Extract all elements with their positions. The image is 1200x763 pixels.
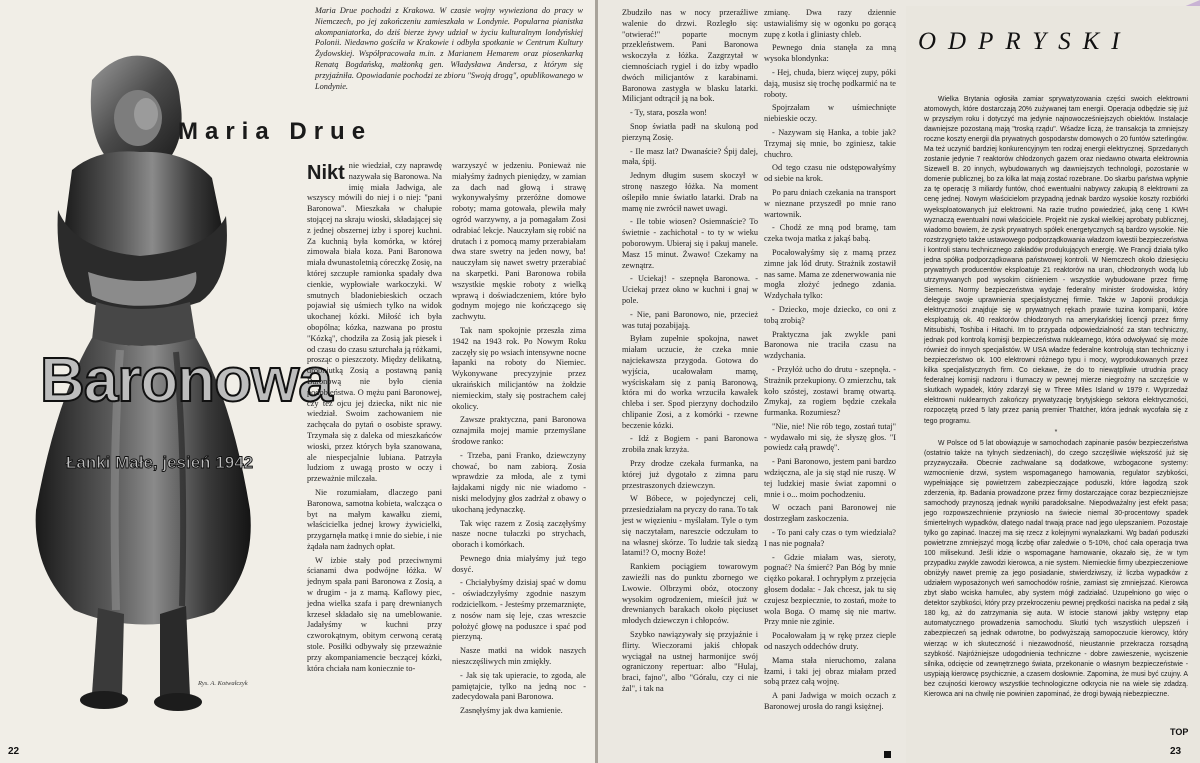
- page-number-right: 23: [1170, 746, 1182, 757]
- paragraph: - Trzeba, pani Franko, dziewczyny chować, bo nam zabiorą. Zosia wprawdzie za młoda, ale z tymi łajdakami nigdy nic nie wiadomo - niski melodyjny głos zadrżał z obawy o ukochaną jedynaczkę.: [452, 450, 586, 514]
- paragraph: - Chciałybyśmy dzisiaj spać w domu - oświadczyłyśmy zgodnie naszym rodzicielkom. - Jesteśmy przemarznięte, z nosów nam się leje, czas wreszcie położyć głowę na poduszce i spać pod pierzyną.: [452, 578, 586, 642]
- paragraph: - Uciekaj! - szepnęła Baronowa. - Uciekaj przez okno w kuchni i gnaj w pole.: [622, 274, 758, 305]
- section-separator-star: *: [1054, 428, 1058, 436]
- paragraph: Pewnego dnia stanęła za mną wysoka blondynka:: [764, 43, 896, 64]
- right-page: [598, 0, 1200, 763]
- story-end-mark: [884, 751, 891, 758]
- paragraph: Tak nam spokojnie przeszła zima 1942 na 1943 rok. Po Nowym Roku zaczęły się po wsiach intensywne nocne łapanki na roboty do Niemiec. Wykonywane precyzyjnie przez ukraińskich milicjantów na żołdzie niemieckim, stały się postrachem całej okolicy.: [452, 325, 586, 411]
- paragraph: Nasze matki na widok naszych nieszczęśliwych min zmiękły.: [452, 646, 586, 667]
- paragraph: - Idź z Bogiem - pani Baronowa zrobiła znak krzyża.: [622, 434, 758, 455]
- paragraph-text: nie wiedział, czy naprawdę nazywała się Baronowa. Na imię miała Jadwiga, ale wszyscy mówili do niej i o niej: "pani Baronowa". Mieszkała w chałupie stojącej na skraju wioski, składającej się z jednej obszernej izby i sporej kuchni. Za kuchnią była komórka, w której zimowała biała koza. Pani Baronowa miała dwunastoletnią córeczkę Zosię, na której szczupłe ramionka spadały dwa cienkie, wypłowiałe warkoczyki. W smutnych bladoniebieskich oczach pojawiał się uśmiech tylko na widok ukochanej kózki. Miłość ich była obopólna; kózka, nazwana po prostu "Kózką", chodziła za Zosią jak piesek i od czasu do czasu szturchała ją różkami, prosząc o pieszczoty. Między delikatną, drobniutką Zosią a postawną panią Baronową nie było cienia podobieństwa. O mężu pani Baronowej, czy też ojcu jej dziecka, nikt nic nie wiedział. Swoim zachowaniem nie zachęcała do pytań o osobiste sprawy. Trzymała się z daleka od mieszkańców wioski, przez których była szanowana, ale niespecjalnie lubiana. Patrzyła ludziom z uwagą prosto w oczy i przeważnie milczała.: [307, 161, 442, 484]
- paragraph: - Przyłóż ucho do drutu - szepnęła. - Strażnik przekupiony. O zmierzchu, tak koło szóstej, zostawi bramę otwartą. Zmykaj, za rogiem będzie czekała furmanka. Rozumiesz?: [764, 364, 896, 418]
- paragraph: Pocałowałyśmy się z mamą przez zimne jak lód druty. Strażnik zostawił nas same. Mama ze zdenerwowania nie mogła złożyć jednego zdania. Wzdychała tylko:: [764, 247, 896, 301]
- paragraph: Spojrzałam w uśmiechnięte niebieskie oczy.: [764, 103, 896, 124]
- paragraph: Nie rozumiałam, dlaczego pani Baronowa, samotna kobieta, walcząca o byt na małym kawałku ziemi, właścicielka jednej krowy żywicielki, przygarnęła matkę i mnie do siebie, i nie żądała nam żadnych opłat.: [307, 487, 443, 551]
- paragraph: W izbie stały pod przeciwnymi ścianami dwa podwójne łóżka. W jednym spała pani Baronowa z Zosią, a w drugim - ja z mamą. Kaflowy piec, jedna wielka szafa i parę drewnianych krzeseł składało się na umeblowanie. Jadałyśmy w kuchni przy czworokątnym, obitym cerwoną ceratą stole. Posiłki odbywały się przeważnie przy akompaniamencie beczącej kózki, która chciała nam koniecznie to-: [307, 555, 442, 673]
- paragraph: Tak więc razem z Zosią zaczęłyśmy nasze nocne tułaczki po strychach, oborach i komórkach.: [452, 518, 586, 550]
- paragraph: Pocałowałam ją w rękę przez cieple od naszych oddechów druty.: [764, 631, 896, 652]
- paragraph: Rankiem pociągiem towarowym zawieźli nas do punktu zbornego we Lwowie. Olbrzymi obóz, otoczony wysokim ogrodzeniem, mieścił już w drewnianych barakach około pięciuset młodych dziewczyn i chłopców.: [622, 562, 758, 626]
- paragraph: - Nazywam się Hanka, a tobie jak? Trzymaj się mnie, bo zginiesz, takie chuchro.: [764, 127, 896, 159]
- paragraph: Mama stała nieruchomo, zalana łzami, i taki jej obraz miałam przed sobą przez całą wojnę.: [764, 655, 896, 687]
- story-column-3: [622, 8, 758, 698]
- author-name: Maria Drue: [178, 118, 373, 145]
- paragraph: Szybko nawiązywały się przyjaźnie i flirty. Wieczorami jakiś chłopak wyciągał na ustnej harmonijce swój ograniczony repertuar: albo "Hulaj, braci, fajno", albo "Góralu, czy ci nie żal", i tak na: [622, 630, 758, 694]
- section-title: ODPRYSKI: [918, 28, 1132, 55]
- news-column: [924, 95, 1188, 700]
- paragraph: W oczach pani Baronowej nie dostrzegłam zaskoczenia.: [764, 503, 896, 524]
- paragraph: Przy drodze czekała furmanka, na której już dygotało z zimna paru przestraszonych dziewczyn.: [622, 459, 758, 490]
- left-page: [0, 0, 595, 763]
- page-number-left: 22: [8, 746, 20, 757]
- paragraph: - Chodź ze mną pod bramę, tam czeka twoja matka z jakąś babą.: [764, 223, 896, 244]
- story-subhead: Łanki Małe, jesień 1942: [66, 453, 254, 472]
- paragraph: - Ile masz lat? Dwanaście? Śpij dalej, mała, śpij.: [622, 146, 758, 167]
- paragraph: Byłam zupełnie spokojna, nawet miałam uczucie, że czeka mnie najciekawsza przygoda. Gotowa do wyjścia, ucałowałam mamę, wyściskałam się z panią Baronową, która mi do worka wrzuciła kawałek chleba i ser. Spod pierzyny dochodziło chlipanie Zosi, a z komórki - rzewne beczenie kózki.: [622, 334, 758, 430]
- paragraph: warzyszyć w jedzeniu. Ponieważ nie miałyśmy żadnych pieniędzy, w zamian za dach nad głową i strawę wykonywałyśmy przeróżne domowe roboty; mama gotowała, plewiła mały ogród warzywny, a ja pomagałam Zosi odrabiać lekcje. Nauczyłam się robić na drutach i z pomocą mamy przerabiałam dwa stare swetry na jeden nowy, ba! nauczyłam się nawet swetry przerabiać na skarpetki. Pani Baronowa robiła wszystkie męskie roboty z wielką wprawą i doświadczeniem, które było godnym mojego nie kończącego się zachwytu.: [452, 161, 586, 322]
- paragraph: Zasnęłyśmy jak dwa kamienie.: [460, 706, 563, 716]
- paragraph: Od tego czasu nie odstępowałyśmy od siebie na krok.: [764, 163, 896, 184]
- story-column-4: [764, 8, 896, 716]
- news-paragraph: W Polsce od 5 lat obowiązuje w samochodach zapinanie pasów bezpieczeństwa (ostatnio także na tylnych siedzeniach), do czego szczęśliwie większość już się przyzwyczaiła. Obecnie zachwalane są dodatkowe, wzbogacone systemy: wzmocnienie drzwi, system wspomaganego hamowania, regulator szybkości, wypełniające się powietrzem zabezpieczające poduszki, które łagodzą szok zderzenia, itp. Badania prowadzone przez firmy dostarczające coraz bezpieczniejsze samochody przynoszą jednak wyniki paradoksalne. Niepodważalny jest efekt pasa; jego rozpowszechnienie przyniosło na świecie niemal 30-procentowy spadek śmiertelnych wypadków, dlatego nadal trwają prace nad jego ulepszaniem. Pozostaje tylko go zapinać. Inaczej ma się rzecz z kolejnymi wynalazkami. Wg badań poduszki powietrzne zmniejszyć mogą liczbę ofiar zaledwie o 5-10%, choć cała operacja trwa 100 milisekund. Jeśli idzie o wspomagane hamowanie, okazało się, że w tym przypadku zwykle zawodzi kierowca, a nie system. Niemieckie firmy ubezpieczeniowe obniżyły nawet premię za jego posiadanie, stwierdziwszy, iż liczba wypadków z udziałem wyposażonych weń samochodów rośnie, zamiast się zmniejszać. Kierowca zbyt słabo wciska hamulec, aby system mógł zadziałać. Uzupełniono go więc o detektor szybkości, który przy przekroczeniu pewnej prędkości naciska na pedał z siłą 180 kg, aż do zatrzymania się auta. W istocie stanowi jakby wstępny etap automatycznego prowadzenia samochodu. Skutki tych wszystkich ulepszeń i zabezpieczeń są jednak odwrotne, bo podwyższają samopoczucie kierowcy, który wierząc w ich skuteczność i niezawodność, nieustannie przekracza rozsądną szybkość. Najróżniejsze udogodnienia techniczne - dobre zawieszenie, wyciszenie silnika, odcięcie od zewnętrznego świata, przekonanie o własnym bezpieczeństwie - usypiają kierowcę psychicznie, a czasem dosłownie. Zapomina, że musi być czujny. A bez czujności kierowcy wszystkie technologiczne odkrycia nie na wiele się zdadzą. Kierowca ani na chwilę nie powinien zapominać, że drogi bywają niebezpieczne.: [924, 439, 1188, 698]
- paragraph: W Bóbece, w pojedynczej celi, przesiedziałam na pryczy do rana. To tak jest w więzieniu - myślałam. Tyle o tym się naczytałam, nareszcie odczułam to na własnej skórze. To ludzie tak siedzą latami!? O, mocny Boże!: [622, 494, 758, 558]
- story-headline: Baronowa: [40, 346, 332, 415]
- paragraph: - Ile tobie wiosen? Osiemnaście? To świetnie - zachichotał - to ty w wieku poborowym. Ubieraj się i pakuj manele. Masz 15 minut. Żwawo! Czekamy na zewnątrz.: [622, 217, 758, 270]
- paragraph: - Hej, chuda, bierz więcej zupy, póki dają, musisz się trochę podkarmić na te roboty.: [764, 67, 896, 99]
- paragraph: Snop światła padł na skuloną pod pierzyną Zosię.: [622, 121, 758, 142]
- paragraph: - Jak się tak upieracie, to zgoda, ale pamiętajcie, tylko na jedną noc - zadecydowała pani Baronowa.: [452, 670, 586, 702]
- paragraph: "Nie, nie! Nie rób tego, zostań tutaj" - wydawało mi się, że słyszę głos. "I powiedz całą prawdę".: [764, 421, 896, 453]
- paragraph: Jednym długim susem skoczył w stronę naszego łóżka. Na moment oślepiło mnie światło latarki. Drab na mamę nie zwrócił nawet uwagi.: [622, 171, 758, 213]
- story-column-2: [452, 161, 586, 720]
- paragraph: zmianę. Dwa razy dziennie ustawialiśmy się w ogonku po gorącą zupę z kotła i gliniasty chleb.: [764, 8, 896, 39]
- drop-cap-word: Nikt: [307, 162, 345, 184]
- illustration-credit: Rys. A. Kotwałczyk: [198, 680, 248, 687]
- paragraph: Praktyczna jak zwykle pani Baronowa nie traciła czasu na wzdychania.: [764, 329, 896, 361]
- paragraph: [307, 161, 442, 485]
- paragraph: - To pani cały czas o tym wiedziała? I nas nie pognała?: [764, 528, 896, 548]
- paragraph: - Dziecko, moje dziecko, co oni z tobą zrobią?: [764, 304, 896, 325]
- news-paragraph: Wielka Brytania ogłosiła zamiar sprywatyzowania części swoich elektrowni atomowych, które dostarczają 20% zużywanej tam energii. Operacja odbędzie się już w przyszłym roku i dotyczyć ma jedynie najnowocześniejszych obiektów. Instalacje dawniejsze pozostaną mają "troską rządu". Wśadze liczą, że transakcja ta zmniejszy roczne koszty energii dla prywatnych gospodarstw domowych o 20 funtów szterlingów. Ma też uczynić bardziej konkurencyjnym ten rodzaj energii elektrycznej. Sprzedanych zostanie jedynie 7 reaktorów chłodzonych gazem oraz niedawno otwarta elektrownia Sizewell B. 20 innych, wybudowanych wg dawniejszych technologii, pozostanie w domenie publicznej, bo za kilka lat mają zostać rozebrane. Do skarbu państwa wpłynie za tę operację 3 miliardy funtów, choć ewentualni nabywcy zakupią 8 elektrowni za cenę jednej. Nowym właścicielom przypadną jednak bardzo wysokie koszty rozbiórki wyeksploatowanych już elektrowni. Na razie trudno powiedzieć, jaką cenę 1 KWH wyznaczą ewentualni nowi właściciele. Projekt nie zyskał wielkiej aprobaty publicznej, wiadomo bowiem, że zysk prywatnych spółek energetycznych są bardzo wysokie. Nie rozstrzygnięto także ustawowego podporządkowania władzom kwestii bezpieczeństwa i kontroli stanu technicznego zakładów produkujących energię. We Francji działa tylko jedna spółka podporządkowana państwowej kontroli. W Niemczech około dziesięciu prywatnych producentów eksploatuje 21 reaktorów na uran, chłodzonych wodą lub utrzymywanych pod wysokim ciśnieniem - wszystkie wybudowane przez firmę Siemens. Normy bezpieczeństwa wydaje federalny minister środowiska, który deleguje swoje uprawnienia specjalistycznej firmie. Także w Japonii produkcja elektryczności znajduje się w prywatnych rękach prawie tuzina kompanii, które eksploatują ok. 40 reaktorów chłodzonych na amerykańskiej licencji przez firmy Mitsubishi, Toshiba i Hitachi. Im to przypada odpowiedzialność za stan techniczny, jednak pod kontrolą komisji bezpieczeństwa nuklearnego, która odwoływać się może również do innych specjalistów. W USA władze federalne kontrolują stan techniczny i bezpieczeństwo ok. 100 elektrowni różnego typu i mocy, wyprodukowanych przez kilka specjalistycznych firm. Co ciekawe, że do to niewątpliwie utrudnia pracy federalnej komisji nadzoru i tłumaczy w pewnej mierze niegroźny na szczęście w skutkach wypadek, który zdarzył się w Three Miles Island w 1979 r. Wyprzedaż elektrowni nuklearnych zakończy prywatyzację brytyjskiego sektora elektryczności, rozpoczętą przed 5 laty przez panią premier Thatcher, która jednak wycofała się z tego programu.: [924, 96, 1188, 425]
- paragraph: - Nie, pani Baronowo, nie, przecież was tutaj pozabijają.: [622, 309, 758, 330]
- paragraph: Zbudziło nas w nocy przeraźliwe walenie do drzwi. Rozległo się: "otwierać!" poparte mocnym przekleństwem. Pani Baronowa wskoczyła z łóżka. Zazgrzytał w ciemnościach rygiel i do izby wpadło dwóch milicjantów z karabinami. Baronowa zastygła w blasku latarki. Milicjant odtrącił ją na bok.: [622, 8, 758, 104]
- paragraph: Po paru dniach czekania na transport w nieznane przyszedł po mnie rano wartownik.: [764, 187, 896, 219]
- paragraph: A pani Jadwiga w moich oczach z Baronowej urosła do rangi księżnej.: [764, 691, 896, 712]
- story-column-1: [307, 161, 442, 677]
- paragraph: - Pani Baronowo, jestem pani bardzo wdzięczna, ale ja się stąd nie ruszę. W tej ludzkiej masie świat zapomni o mnie i o... moim pochodzeniu.: [764, 457, 896, 499]
- paragraph: Pewnego dnia miałyśmy już tego dosyć.: [452, 553, 586, 574]
- paragraph: - Ty, stara, poszła won!: [630, 108, 708, 118]
- intro-paragraph: Maria Drue pochodzi z Krakowa. W czasie wojny wywieziona do pracy w Niemczech, po jej zakończeniu zamieszkała w Londynie. Popularna pianistka akompaniatorka, do dziś bierze żywy udział w życiu kulturalnym londyńskiej Polonii. Niedawno gościła w Krakowie i odbyła spotkanie w Centrum Kultury Żydowskiej. Współpracowała m.in. z Marianem Hemarem oraz piosenkarką Renatą Bogdańską, małżonką gen. Władysława Andersa, z którym się przyjaźniła. Opowiadanie pochodzi ze zbioru "Swoją drogą", opublikowanego w Londynie.: [315, 6, 583, 91]
- paragraph: - Gdzie miałam was, sieroty, pognać? Na śmierć? Pan Bóg by mnie ciężko pokarał. I ochrypłym z przejęcia głosem dodała: - Jak chcesz, jak tu się czujesz bezpiecznie, to zostań, może to wola Boga. O mamę się nie martw. Przy mnie nie zginie.: [764, 552, 896, 627]
- brand-mark: TOP: [1170, 727, 1189, 737]
- paragraph: Zawsze praktyczna, pani Baronowa oznajmiła mojej mamie przemyślane środowe ranko:: [452, 415, 586, 446]
